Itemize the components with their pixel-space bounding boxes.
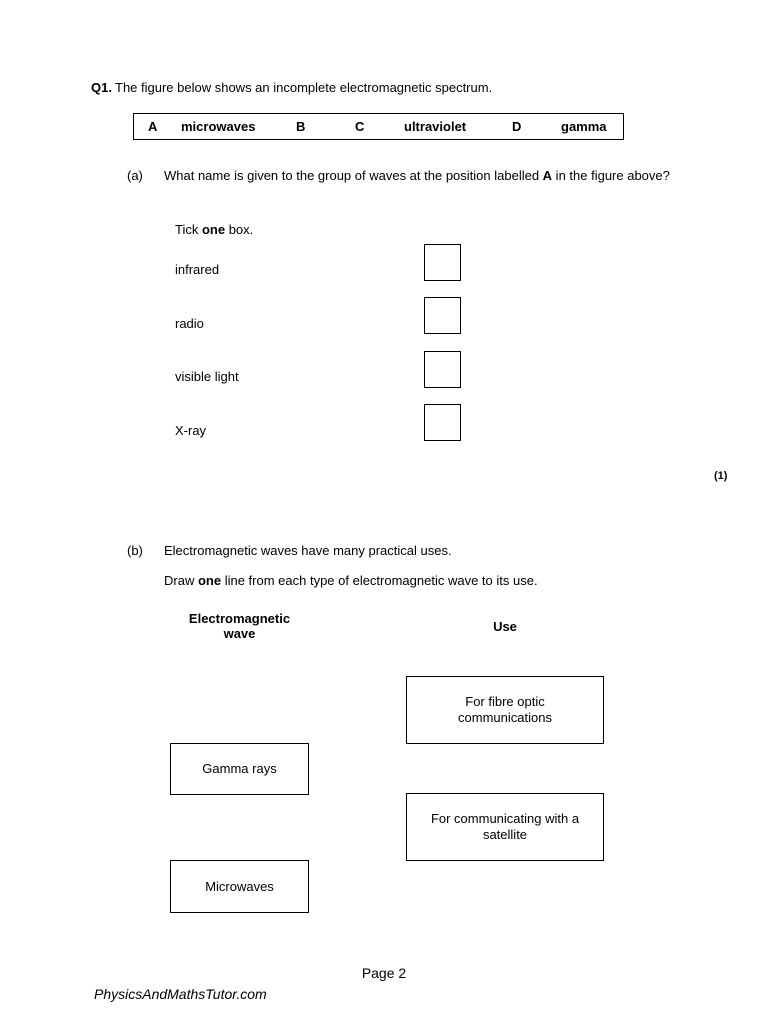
use-box-satellite[interactable] (406, 793, 604, 861)
part-b-text: Electromagnetic waves have many practical uses. (164, 543, 452, 558)
draw-bold: one (197, 573, 222, 588)
tick-instruction (175, 222, 253, 238)
spectrum-cell-microwaves: microwaves (181, 119, 256, 134)
use-box-fibre-optic[interactable] (406, 676, 604, 744)
option-x-ray-label: X-ray (175, 423, 207, 438)
wave-box-microwaves-text: Microwaves (205, 878, 274, 894)
column-header-wave-line2: wave (223, 626, 256, 641)
spectrum-cell-b: B (296, 119, 306, 134)
option-infrared-label: infrared (175, 262, 220, 277)
page-number: Page 2 (361, 965, 407, 981)
part-a-label: (a) (127, 168, 143, 183)
tick-bold: one (201, 222, 226, 237)
footer-site: PhysicsAndMathsTutor.com (94, 986, 267, 1002)
checkbox-infrared[interactable] (424, 244, 461, 281)
spectrum-cell-c: C (355, 119, 365, 134)
spectrum-cell-gamma: gamma (561, 119, 607, 134)
column-header-use: Use (493, 619, 517, 634)
draw-after: line from each type of electromagnetic wave to its use. (221, 573, 538, 588)
wave-box-gamma-rays-text: Gamma rays (202, 761, 277, 776)
column-header-wave-line1: Electromagnetic (188, 611, 291, 626)
part-a-question (164, 168, 684, 184)
option-radio-label: radio (175, 316, 204, 331)
wave-box-microwaves[interactable] (170, 860, 309, 913)
spectrum-table (133, 113, 624, 140)
tick-after: box. (225, 222, 254, 237)
spectrum-cell-a: A (148, 119, 158, 134)
spectrum-cell-ultraviolet: ultraviolet (404, 119, 467, 134)
checkbox-x-ray[interactable] (424, 404, 461, 441)
part-a-text-before: What name is given to the group of waves at the position labelled (164, 168, 543, 183)
question-number: Q1. (91, 80, 112, 95)
part-a-text-after: in the figure above? (552, 168, 670, 183)
use-box-fibre-optic-text: For fibre optic communications (458, 694, 552, 725)
checkbox-visible-light[interactable] (424, 351, 461, 388)
spectrum-cell-d: D (512, 119, 522, 134)
draw-before: Draw (164, 573, 198, 588)
use-box-satellite-text: For communicating with a satellite (430, 811, 580, 842)
option-visible-light-label: visible light (175, 369, 239, 384)
wave-box-gamma-rays[interactable] (170, 743, 309, 795)
tick-before: Tick (175, 222, 202, 237)
marks-part-a: (1) (714, 470, 728, 482)
part-b-label: (b) (127, 543, 143, 558)
column-header-wave (170, 611, 309, 641)
question-intro: The figure below shows an incomplete electromagnetic spectrum. (115, 80, 493, 95)
checkbox-radio[interactable] (424, 297, 461, 334)
part-a-text-bold: A (542, 168, 553, 183)
draw-instruction (164, 573, 684, 589)
